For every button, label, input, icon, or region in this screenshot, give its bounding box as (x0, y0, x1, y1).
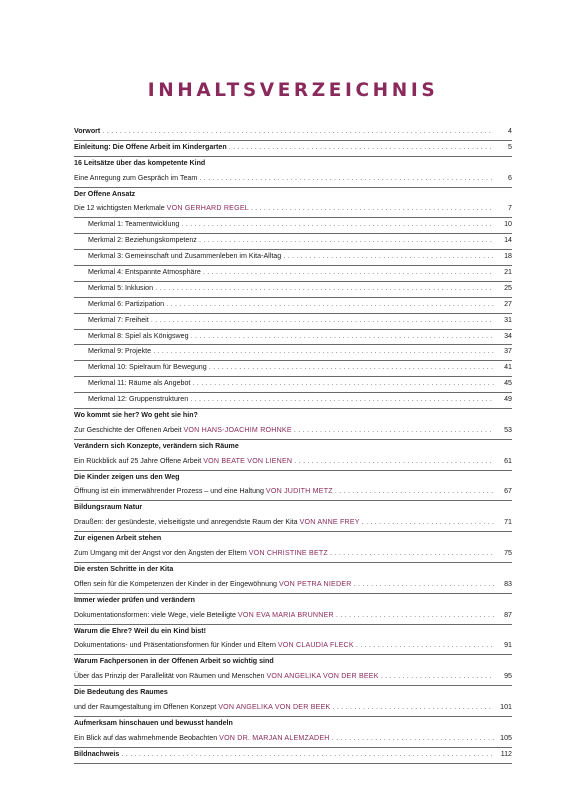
entry-leader (88, 346, 494, 356)
section-heading-text: Zur eigenen Arbeit stehen (74, 534, 162, 543)
entry-page-number: 71 (504, 518, 512, 527)
entry-title: Merkmal 8: Spiel als Königsweg (88, 331, 189, 340)
section-heading-text: Immer wieder prüfen und verändern (74, 595, 196, 604)
entry-leader (74, 548, 494, 558)
toc-section-heading (74, 594, 512, 609)
toc-section-heading (74, 409, 512, 424)
entry-title: Merkmal 6: Partizipation (88, 299, 165, 308)
entry-leader (74, 517, 494, 527)
entry-leader (74, 749, 494, 759)
entry-page-number: 53 (504, 425, 512, 434)
entry-title: Die 12 wichtigsten Merkmale (74, 204, 165, 213)
entry-author: VON JUDITH METZ (265, 487, 333, 496)
toc-entry[interactable] (74, 266, 512, 282)
entry-title: Draußen: der gesündeste, vielseitigste und anregendste Raum der Kita (74, 518, 298, 527)
entry-page-number: 5 (508, 142, 512, 151)
toc-entry[interactable] (74, 393, 512, 409)
entry-title: Offen sein für die Kompetenzen der Kinder in der Eingewöhnung (74, 579, 277, 588)
entry-title: Eine Anregung zum Gespräch im Team (74, 173, 198, 182)
entry-leader (74, 733, 494, 743)
section-heading-text: Wo kommt sie her? Wo geht sie hin? (74, 411, 198, 420)
entry-leader (74, 173, 494, 183)
entry-leader (74, 486, 494, 496)
entry-title: und der Raumgestaltung im Offenen Konzept (74, 702, 217, 711)
entry-title: Merkmal 9: Projekte (88, 347, 152, 356)
entry-author: VON ANNE FREY (299, 518, 360, 527)
entry-author: VON CHRISTINE BETZ (248, 549, 328, 558)
entry-page-number: 91 (504, 641, 512, 650)
entry-title: Ein Rückblick auf 25 Jahre Offene Arbeit (74, 456, 202, 465)
entry-page-number: 14 (504, 236, 512, 245)
entry-leader (74, 610, 494, 620)
entry-author: VON HANS-JOACHIM ROHNKE (183, 425, 292, 434)
entry-leader (88, 362, 494, 372)
entry-leader (88, 219, 494, 229)
entry-author: VON DR. MARJAN ALEMZADEH (219, 733, 330, 742)
toc-entry[interactable] (74, 330, 512, 346)
entry-page-number: 18 (504, 252, 512, 261)
entry-page-number: 105 (500, 733, 512, 742)
entry-title: Einleitung: Die Offene Arbeit im Kindergarten (74, 142, 227, 151)
entry-page-number: 6 (508, 173, 512, 182)
toc-entry[interactable] (74, 172, 512, 188)
entry-page-number: 10 (504, 220, 512, 229)
toc-section-heading (74, 717, 512, 732)
entry-leader (74, 579, 494, 589)
entry-page-number: 101 (500, 702, 512, 711)
entry-title: Öffnung ist ein immerwährender Prozess – und eine Haltung (74, 487, 264, 496)
toc-entry[interactable] (74, 455, 512, 471)
entry-leader (74, 126, 494, 136)
entry-leader (74, 702, 494, 712)
entry-leader (88, 394, 494, 404)
section-heading-text: Bildungsraum Natur (74, 503, 143, 512)
section-heading-text: Warum Fachpersonen in der Offenen Arbeit so wichtig sind (74, 657, 274, 666)
toc-entry[interactable] (74, 361, 512, 377)
entry-author: VON PETRA NIEDER (278, 579, 352, 588)
entry-page-number: 49 (504, 395, 512, 404)
entry-title: Ein Blick auf das wahrnehmende Beobachten (74, 733, 218, 742)
entry-leader (88, 331, 494, 341)
entry-title: Zur Geschichte der Offenen Arbeit (74, 425, 182, 434)
section-heading-text: Die Kinder zeigen uns den Weg (74, 472, 180, 481)
entry-title: Merkmal 3: Gemeinschaft und Zusammenleben im Kita-Alltag (88, 252, 282, 261)
toc-entry[interactable] (74, 125, 512, 141)
entry-page-number: 83 (504, 579, 512, 588)
section-heading-text: Verändern sich Konzepte, verändern sich Räume (74, 441, 239, 450)
entry-leader (88, 378, 494, 388)
entry-page-number: 31 (504, 315, 512, 324)
toc-entry[interactable] (74, 547, 512, 563)
toc-entry[interactable] (74, 314, 512, 330)
entry-title: Zum Umgang mit der Angst vor den Ängsten der Eltern (74, 549, 247, 558)
entry-page-number: 75 (504, 549, 512, 558)
toc-section-heading (74, 686, 512, 701)
entry-leader (88, 235, 494, 245)
entry-title: Über das Prinzip der Parallelität von Räumen und Menschen (74, 672, 265, 681)
toc-section-heading (74, 563, 512, 578)
entry-leader (74, 456, 494, 466)
toc-entry[interactable] (74, 516, 512, 532)
toc-entry[interactable] (74, 282, 512, 298)
entry-leader (88, 299, 494, 309)
entry-title: Merkmal 1: Teamentwicklung (88, 220, 180, 229)
toc-entry[interactable] (74, 670, 512, 686)
toc-entry[interactable] (74, 609, 512, 625)
entry-page-number: 37 (504, 347, 512, 356)
entry-page-number: 95 (504, 672, 512, 681)
toc-section-heading (74, 471, 512, 486)
entry-author: VON BEATE VON LIENEN (203, 456, 293, 465)
toc-section-heading (74, 157, 512, 172)
section-heading-text: Warum die Ehre? Weil du ein Kind bist! (74, 626, 207, 635)
entry-title: Dokumentationsformen: viele Wege, viele Beteiligte (74, 610, 236, 619)
entry-page-number: 34 (504, 331, 512, 340)
entry-leader (74, 640, 494, 650)
toc-entry[interactable] (74, 701, 512, 717)
toc-entry[interactable] (74, 141, 512, 157)
entry-page-number: 27 (504, 299, 512, 308)
toc-section-heading (74, 501, 512, 516)
page-title: INHALTSVERZEICHNIS (147, 80, 439, 101)
entry-leader (88, 251, 494, 261)
section-heading-text: Der Offene Ansatz (74, 189, 136, 198)
entry-title: Merkmal 4: Entspannte Atmosphäre (88, 268, 201, 277)
entry-leader (74, 203, 494, 213)
entry-title: Merkmal 5: Inklusion (88, 283, 154, 292)
section-heading-text: Aufmerksam hinschauen und bewusst handeln (74, 718, 233, 727)
entry-leader (88, 315, 494, 325)
entry-page-number: 41 (504, 363, 512, 372)
toc-entry[interactable] (74, 748, 512, 764)
entry-author: VON ANGELIKA VON DER BEEK (218, 702, 331, 711)
entry-title: Merkmal 10: Spielraum für Bewegung (88, 363, 207, 372)
entry-author: VON CLAUDIA FLECK (277, 641, 354, 650)
entry-title: Merkmal 2: Beziehungskompetenz (88, 236, 197, 245)
toc-entry[interactable] (74, 377, 512, 393)
toc-section-heading (74, 440, 512, 455)
toc-entry[interactable] (74, 202, 512, 218)
toc-section-heading (74, 655, 512, 670)
entry-page-number: 21 (504, 268, 512, 277)
entry-page-number: 61 (504, 456, 512, 465)
entry-page-number: 67 (504, 487, 512, 496)
entry-title: Dokumentations- und Präsentationsformen für Kinder und Eltern (74, 641, 276, 650)
toc-section-heading (74, 532, 512, 547)
toc-section-heading (74, 625, 512, 640)
entry-leader (74, 425, 494, 435)
entry-title: Bildnachweis (74, 749, 120, 758)
entry-page-number: 7 (508, 204, 512, 213)
entry-page-number: 87 (504, 610, 512, 619)
toc-entry[interactable] (74, 732, 512, 748)
toc-entry[interactable] (74, 345, 512, 361)
toc-entry[interactable] (74, 578, 512, 594)
entry-leader (88, 283, 494, 293)
entry-page-number: 4 (508, 127, 512, 135)
toc-section-heading (74, 188, 512, 203)
entry-leader (88, 267, 494, 277)
entry-leader (74, 142, 494, 152)
table-of-contents (74, 125, 512, 764)
entry-title: Merkmal 7: Freiheit (88, 315, 149, 324)
toc-entry[interactable] (74, 639, 512, 655)
toc-entry[interactable] (74, 424, 512, 440)
toc-entry[interactable] (74, 250, 512, 266)
entry-leader (74, 671, 494, 681)
toc-entry[interactable] (74, 234, 512, 250)
entry-page-number: 25 (504, 283, 512, 292)
entry-author: VON ANGELIKA VON DER BEEK (266, 672, 379, 681)
section-heading-text: Die Bedeutung des Raumes (74, 688, 168, 697)
entry-author: VON GERHARD REGEL (166, 204, 249, 213)
toc-entry[interactable] (74, 485, 512, 501)
toc-entry[interactable] (74, 218, 512, 234)
toc-entry[interactable] (74, 298, 512, 314)
entry-page-number: 45 (504, 379, 512, 388)
section-heading-text: 16 Leitsätze über das kompetente Kind (74, 158, 206, 167)
entry-title: Vorwort (74, 127, 101, 135)
entry-title: Merkmal 12: Gruppenstrukturen (88, 395, 189, 404)
section-heading-text: Die ersten Schritte in der Kita (74, 564, 174, 573)
entry-author: VON EVA MARIA BRUNNER (237, 610, 334, 619)
entry-title: Merkmal 11: Räume als Angebot (88, 379, 191, 388)
entry-page-number: 112 (500, 749, 512, 758)
